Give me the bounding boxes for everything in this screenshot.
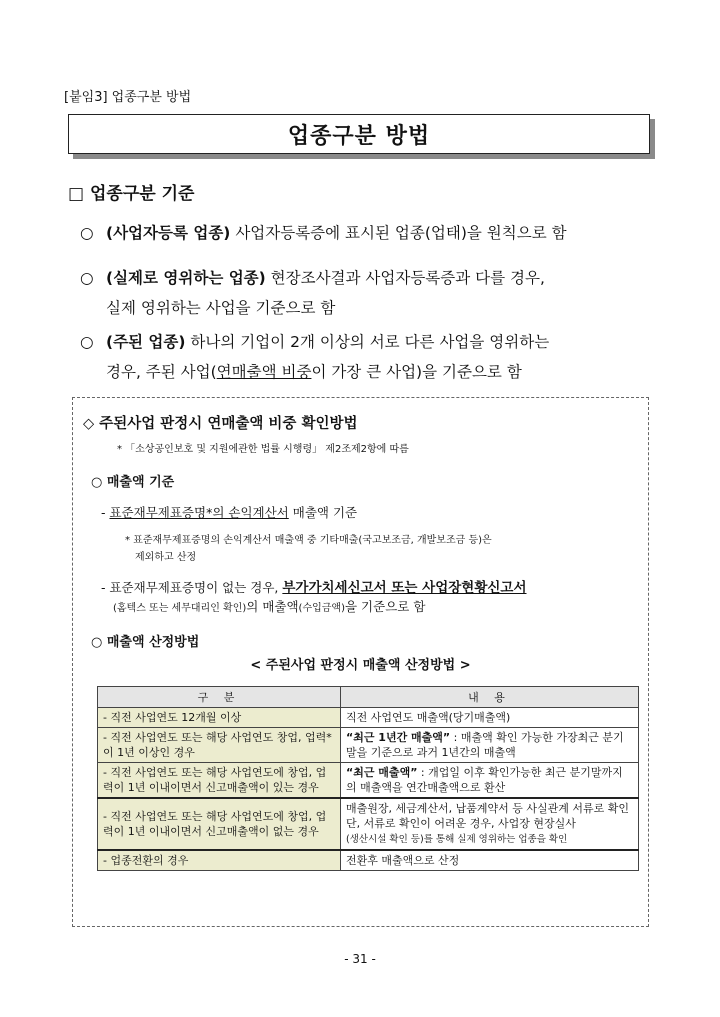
calc-heading: ○ 매출액 산정방법 (91, 635, 200, 650)
sales-criteria-line1 (101, 503, 357, 521)
page-title-text: 업종구분 방법 (287, 123, 431, 149)
attachment-label: [붙임3] 업종구분 방법 (64, 90, 192, 105)
info-box (72, 397, 649, 927)
bullet-mark: ○ (80, 269, 94, 287)
content-text: 매출원장, 세금계산서, 납품계약서 등 사실관계 서류로 확인 (346, 802, 629, 815)
line-suffix: 을 기준으로 함 (345, 599, 426, 614)
bullet-mark: ○ (80, 333, 94, 351)
criteria-label: (실제로 영위하는 업종) (106, 269, 266, 287)
row-content (341, 798, 639, 850)
criteria-continuation: 실제 영위하는 사업을 기준으로 함 (106, 299, 336, 317)
cont-underlined: 연매출액 비중 (216, 363, 312, 381)
row-category: - 업종전환의 경우 (98, 850, 341, 871)
row-category: - 직전 사업연도 또는 해당 사업연도에 창업, 업력이 1년 이내이면서 신고매출액이 없는 경우 (98, 798, 341, 850)
table-row (98, 728, 639, 763)
table-row (98, 763, 639, 799)
sales-calc-table (97, 686, 639, 871)
sales-criteria-note-line1: * 표준재무제표증명의 손익계산서 매출액 중 기타매출(국고보조금, 개발보조금 등)은 (125, 535, 492, 546)
cont-post: 이 가장 큰 사업)을 기준으로 함 (311, 363, 522, 381)
table-row (98, 798, 639, 850)
criteria-item-2 (80, 263, 660, 323)
content-bold: “최근 1년간 매출액” (346, 731, 451, 744)
content-text: (생산시설 확인 등)를 통해 실제 영위하는 업종을 확인 (346, 834, 568, 845)
row-category: - 직전 사업연도 또는 해당 사업연도에 창업, 업력이 1년 이내이면서 신고매출액이 있는 경우 (98, 763, 341, 799)
row-content: 전환후 매출액으로 산정 (341, 850, 639, 871)
line-underlined-bold: 부가가치세신고서 또는 사업장현황신고서 (282, 580, 527, 596)
box-heading: ◇ 주된사업 판정시 연매출액 비중 확인방법 (83, 416, 358, 432)
line-underlined: 표준재무제표증명*의 손익계산서 (109, 505, 289, 520)
line-prefix: - (101, 505, 110, 520)
content-text: : 매출액 확인 가능한 가장최근 분기말을 기준으로 과거 1년간의 매출액 (346, 731, 624, 759)
row-category: - 직전 사업연도 12개월 이상 (98, 708, 341, 728)
row-content (341, 728, 639, 763)
cont-pre: 경우, 주된 사업( (106, 363, 217, 381)
table-row (98, 850, 639, 871)
content-bold: “최근 매출액” (346, 766, 418, 779)
line-prefix: - 표준재무제표증명이 없는 경우, (101, 580, 283, 595)
criteria-continuation (80, 357, 660, 387)
line-small: (수입금액) (298, 603, 345, 614)
sales-criteria-line3 (113, 597, 425, 615)
line-suffix: 매출액 기준 (288, 505, 358, 520)
row-category: - 직전 사업연도 또는 해당 사업연도 창업, 업력*이 1년 이상인 경우 (98, 728, 341, 763)
criteria-text: 현장조사결과 사업자등록증과 다를 경우, (265, 269, 545, 287)
content-text: 단, 서류로 확인이 어려운 경우, 사업장 현장실사 (346, 817, 576, 830)
table-row (98, 708, 639, 728)
line-small: (홈텍스 또는 세무대리인 확인) (113, 603, 247, 614)
page-number: - 31 - (344, 952, 376, 966)
criteria-text: 사업자등록증에 표시된 업종(업태)을 원칙으로 함 (230, 224, 567, 242)
criteria-item-3 (80, 327, 660, 387)
column-header: 내 용 (341, 687, 639, 708)
column-header: 구 분 (98, 687, 341, 708)
criteria-item-1 (80, 218, 660, 248)
sales-criteria-line2 (101, 576, 527, 596)
section-heading: □ 업종구분 기준 (68, 184, 195, 204)
criteria-label: (주된 업종) (106, 333, 186, 351)
sales-criteria-note-line2: 제외하고 산정 (135, 552, 197, 563)
sales-criteria-heading: ○ 매출액 기준 (91, 475, 175, 490)
page-title (68, 114, 650, 154)
criteria-text: 하나의 기업이 2개 이상의 서로 다른 사업을 영위하는 (185, 333, 550, 351)
table-title: < 주된사업 판정시 매출액 산정방법 > (250, 658, 471, 673)
line-mid: 의 매출액 (246, 599, 299, 614)
content-text: : 개업일 이후 확인가능한 최근 분기말까지의 매출액을 연간매출액으로 환산 (346, 766, 623, 794)
row-content: 직전 사업연도 매출액(당기매출액) (341, 708, 639, 728)
table-header-row (98, 687, 639, 708)
criteria-label: (사업자등록 업종) (106, 224, 231, 242)
bullet-mark: ○ (80, 224, 94, 242)
row-content (341, 763, 639, 799)
box-note: * 「소상공인보호 및 지원에관한 법률 시행령」 제2조제2항에 따름 (117, 444, 409, 455)
